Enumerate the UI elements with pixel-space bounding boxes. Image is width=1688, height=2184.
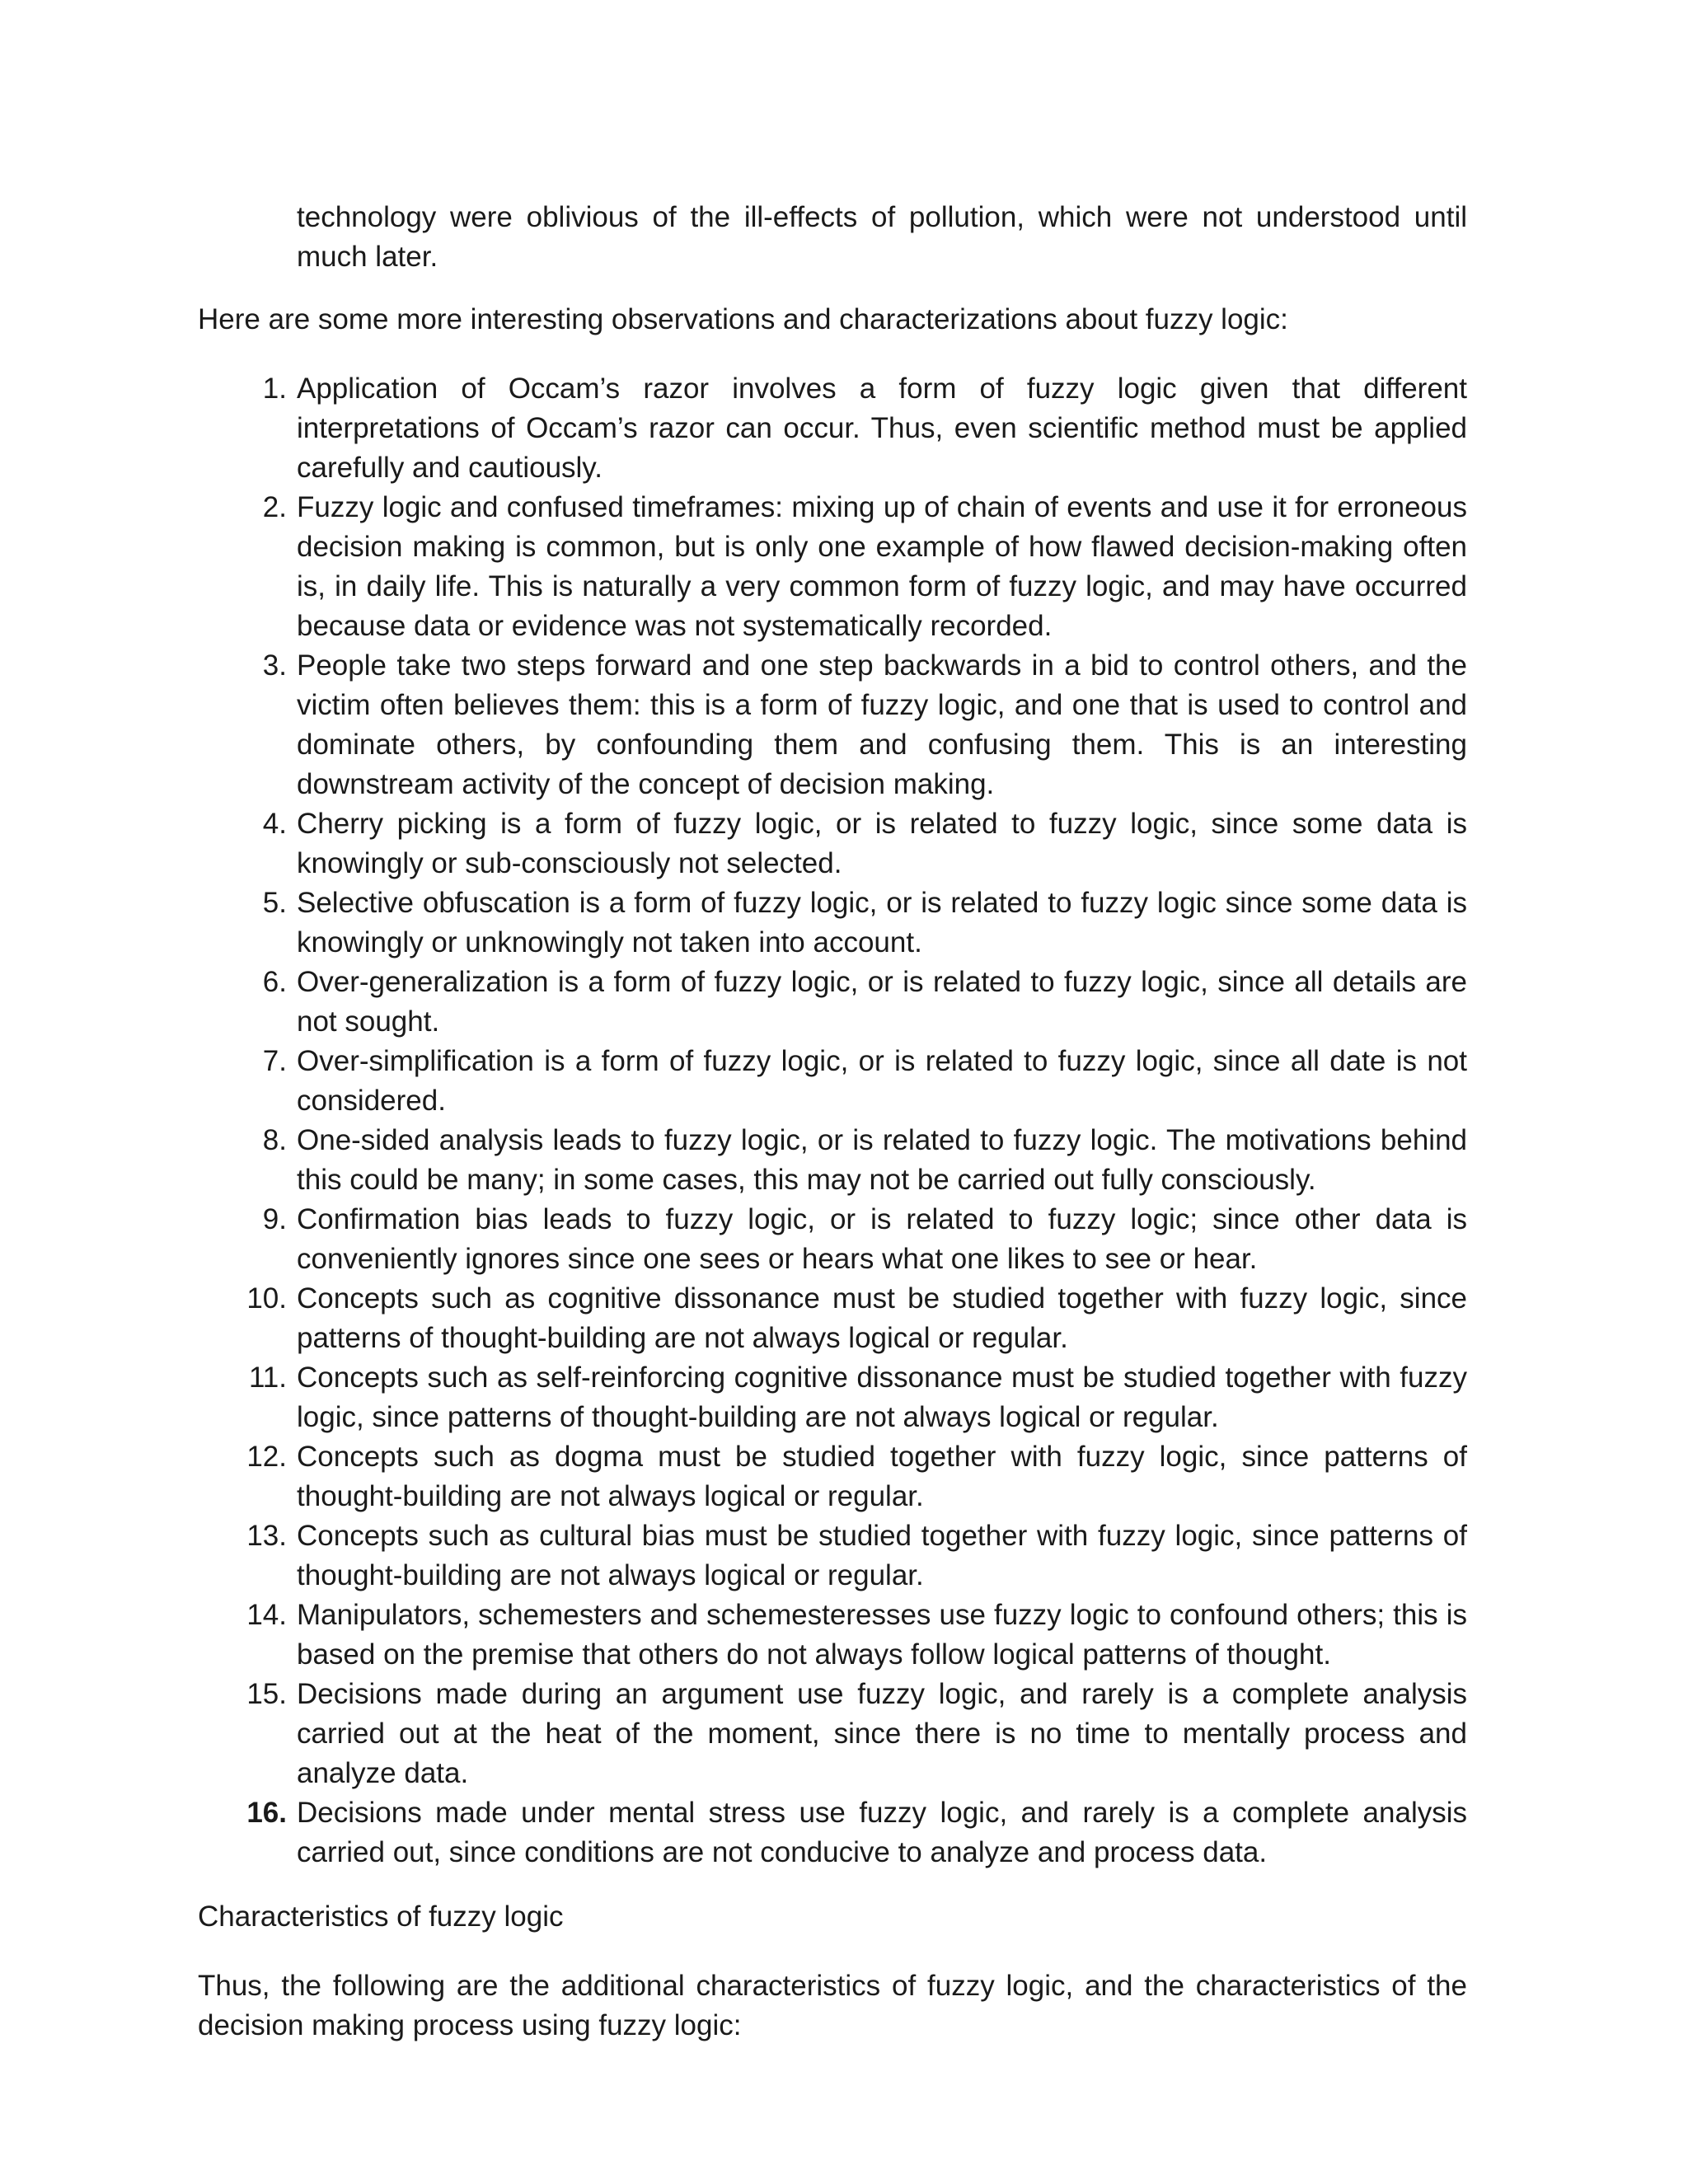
list-item-number: 3. (262, 649, 287, 682)
list-item-text: Application of Occam’s razor involves a form of fuzzy logic given that different interpretations of Occam’s razor can occur. Thus, even scientific method must be applied carefully and cautiously. (297, 373, 1467, 484)
list-item (198, 1793, 1467, 1872)
list-item (198, 1437, 1467, 1516)
list-item-number: 12. (246, 1441, 287, 1473)
list-item (198, 1596, 1467, 1675)
document-page (198, 198, 1467, 2046)
list-item-number: 16. (246, 1797, 287, 1829)
list-item (198, 488, 1467, 646)
list-item-text: Fuzzy logic and confused timeframes: mixing up of chain of events and use it for erroneous decision making is common, but is only one example of how flawed decision-making often is, in daily life. This is naturally a very common form of fuzzy logic, and may have occurred because data or evidence was not systematically recorded. (297, 491, 1467, 642)
list-item-text: Confirmation bias leads to fuzzy logic, or is related to fuzzy logic; since other data is conveniently ignores since one sees or hears what one likes to see or hear. (297, 1203, 1467, 1275)
list-item-number: 6. (262, 966, 287, 998)
list-item-text: Decisions made during an argument use fuzzy logic, and rarely is a complete analysis carried out at the heat of the moment, since there is no time to mentally process and analyze data. (297, 1678, 1467, 1789)
list-item (198, 1516, 1467, 1596)
section-heading: Characteristics of fuzzy logic (198, 1900, 564, 1933)
list-item-text: One-sided analysis leads to fuzzy logic, or is related to fuzzy logic. The motivations behind this could be many; in some cases, this may not be carried out fully consciously. (297, 1124, 1467, 1196)
intro-paragraph: Here are some more interesting observations and characterizations about fuzzy logic: (198, 303, 1288, 335)
list-item-text: Selective obfuscation is a form of fuzzy logic, or is related to fuzzy logic since some data is knowingly or unknowingly not taken into account. (297, 887, 1467, 958)
list-item-number: 5. (262, 887, 287, 919)
list-item-number: 10. (246, 1282, 287, 1315)
list-item-text: Concepts such as dogma must be studied together with fuzzy logic, since patterns of thought-building are not always logical or regular. (297, 1441, 1467, 1512)
list-item-text: Cherry picking is a form of fuzzy logic, or is related to fuzzy logic, since some data is knowingly or sub-consciously not selected. (297, 808, 1467, 879)
list-item-number: 8. (262, 1124, 287, 1156)
list-item-number: 13. (246, 1520, 287, 1552)
list-item-text: Decisions made under mental stress use fuzzy logic, and rarely is a complete analysis carried out, since conditions are not conducive to analyze and process data. (297, 1797, 1467, 1868)
list-item-number: 11. (248, 1361, 287, 1394)
list-item-text: People take two steps forward and one step backwards in a bid to control others, and the victim often believes them: this is a form of fuzzy logic, and one that is used to control and dominate others, by confounding them and confusing them. This is an interesting downstream activity of the concept of decision making. (297, 649, 1467, 800)
list-item (198, 1358, 1467, 1437)
list-item-text: Concepts such as cognitive dissonance must be studied together with fuzzy logic, since patterns of thought-building are not always logical or regular. (297, 1282, 1467, 1354)
list-item-number: 7. (262, 1045, 287, 1077)
list-item-text: Manipulators, schemesters and schemesteresses use fuzzy logic to confound others; this is based on the premise that others do not always follow logical patterns of thought. (297, 1599, 1467, 1671)
list-item-number: 15. (246, 1678, 287, 1710)
continuation-paragraph: technology were oblivious of the ill-effects of pollution, which were not understood until much later. (297, 201, 1467, 273)
list-item-text: Concepts such as self-reinforcing cognitive dissonance must be studied together with fuzzy logic, since patterns of thought-building are not always logical or regular. (297, 1361, 1467, 1433)
observations-list (198, 369, 1467, 1872)
list-item-number: 9. (262, 1203, 287, 1235)
list-item (198, 1675, 1467, 1793)
list-item (198, 1121, 1467, 1200)
list-item-number: 4. (262, 808, 287, 840)
list-item (198, 646, 1467, 804)
list-item (198, 369, 1467, 488)
list-item (198, 1042, 1467, 1121)
list-item (198, 1200, 1467, 1279)
list-item-text: Over-simplification is a form of fuzzy logic, or is related to fuzzy logic, since all date is not considered. (297, 1045, 1467, 1117)
list-item (198, 883, 1467, 963)
list-item (198, 963, 1467, 1042)
list-item (198, 804, 1467, 883)
list-item-number: 1. (262, 373, 287, 405)
list-item-number: 2. (262, 491, 287, 523)
list-item-number: 14. (246, 1599, 287, 1631)
list-item-text: Over-generalization is a form of fuzzy logic, or is related to fuzzy logic, since all details are not sought. (297, 966, 1467, 1038)
final-paragraph: Thus, the following are the additional characteristics of fuzzy logic, and the characteristics of the decision making process using fuzzy logic: (198, 1970, 1467, 2041)
list-item (198, 1279, 1467, 1358)
list-item-text: Concepts such as cultural bias must be studied together with fuzzy logic, since patterns of thought-building are not always logical or regular. (297, 1520, 1467, 1591)
